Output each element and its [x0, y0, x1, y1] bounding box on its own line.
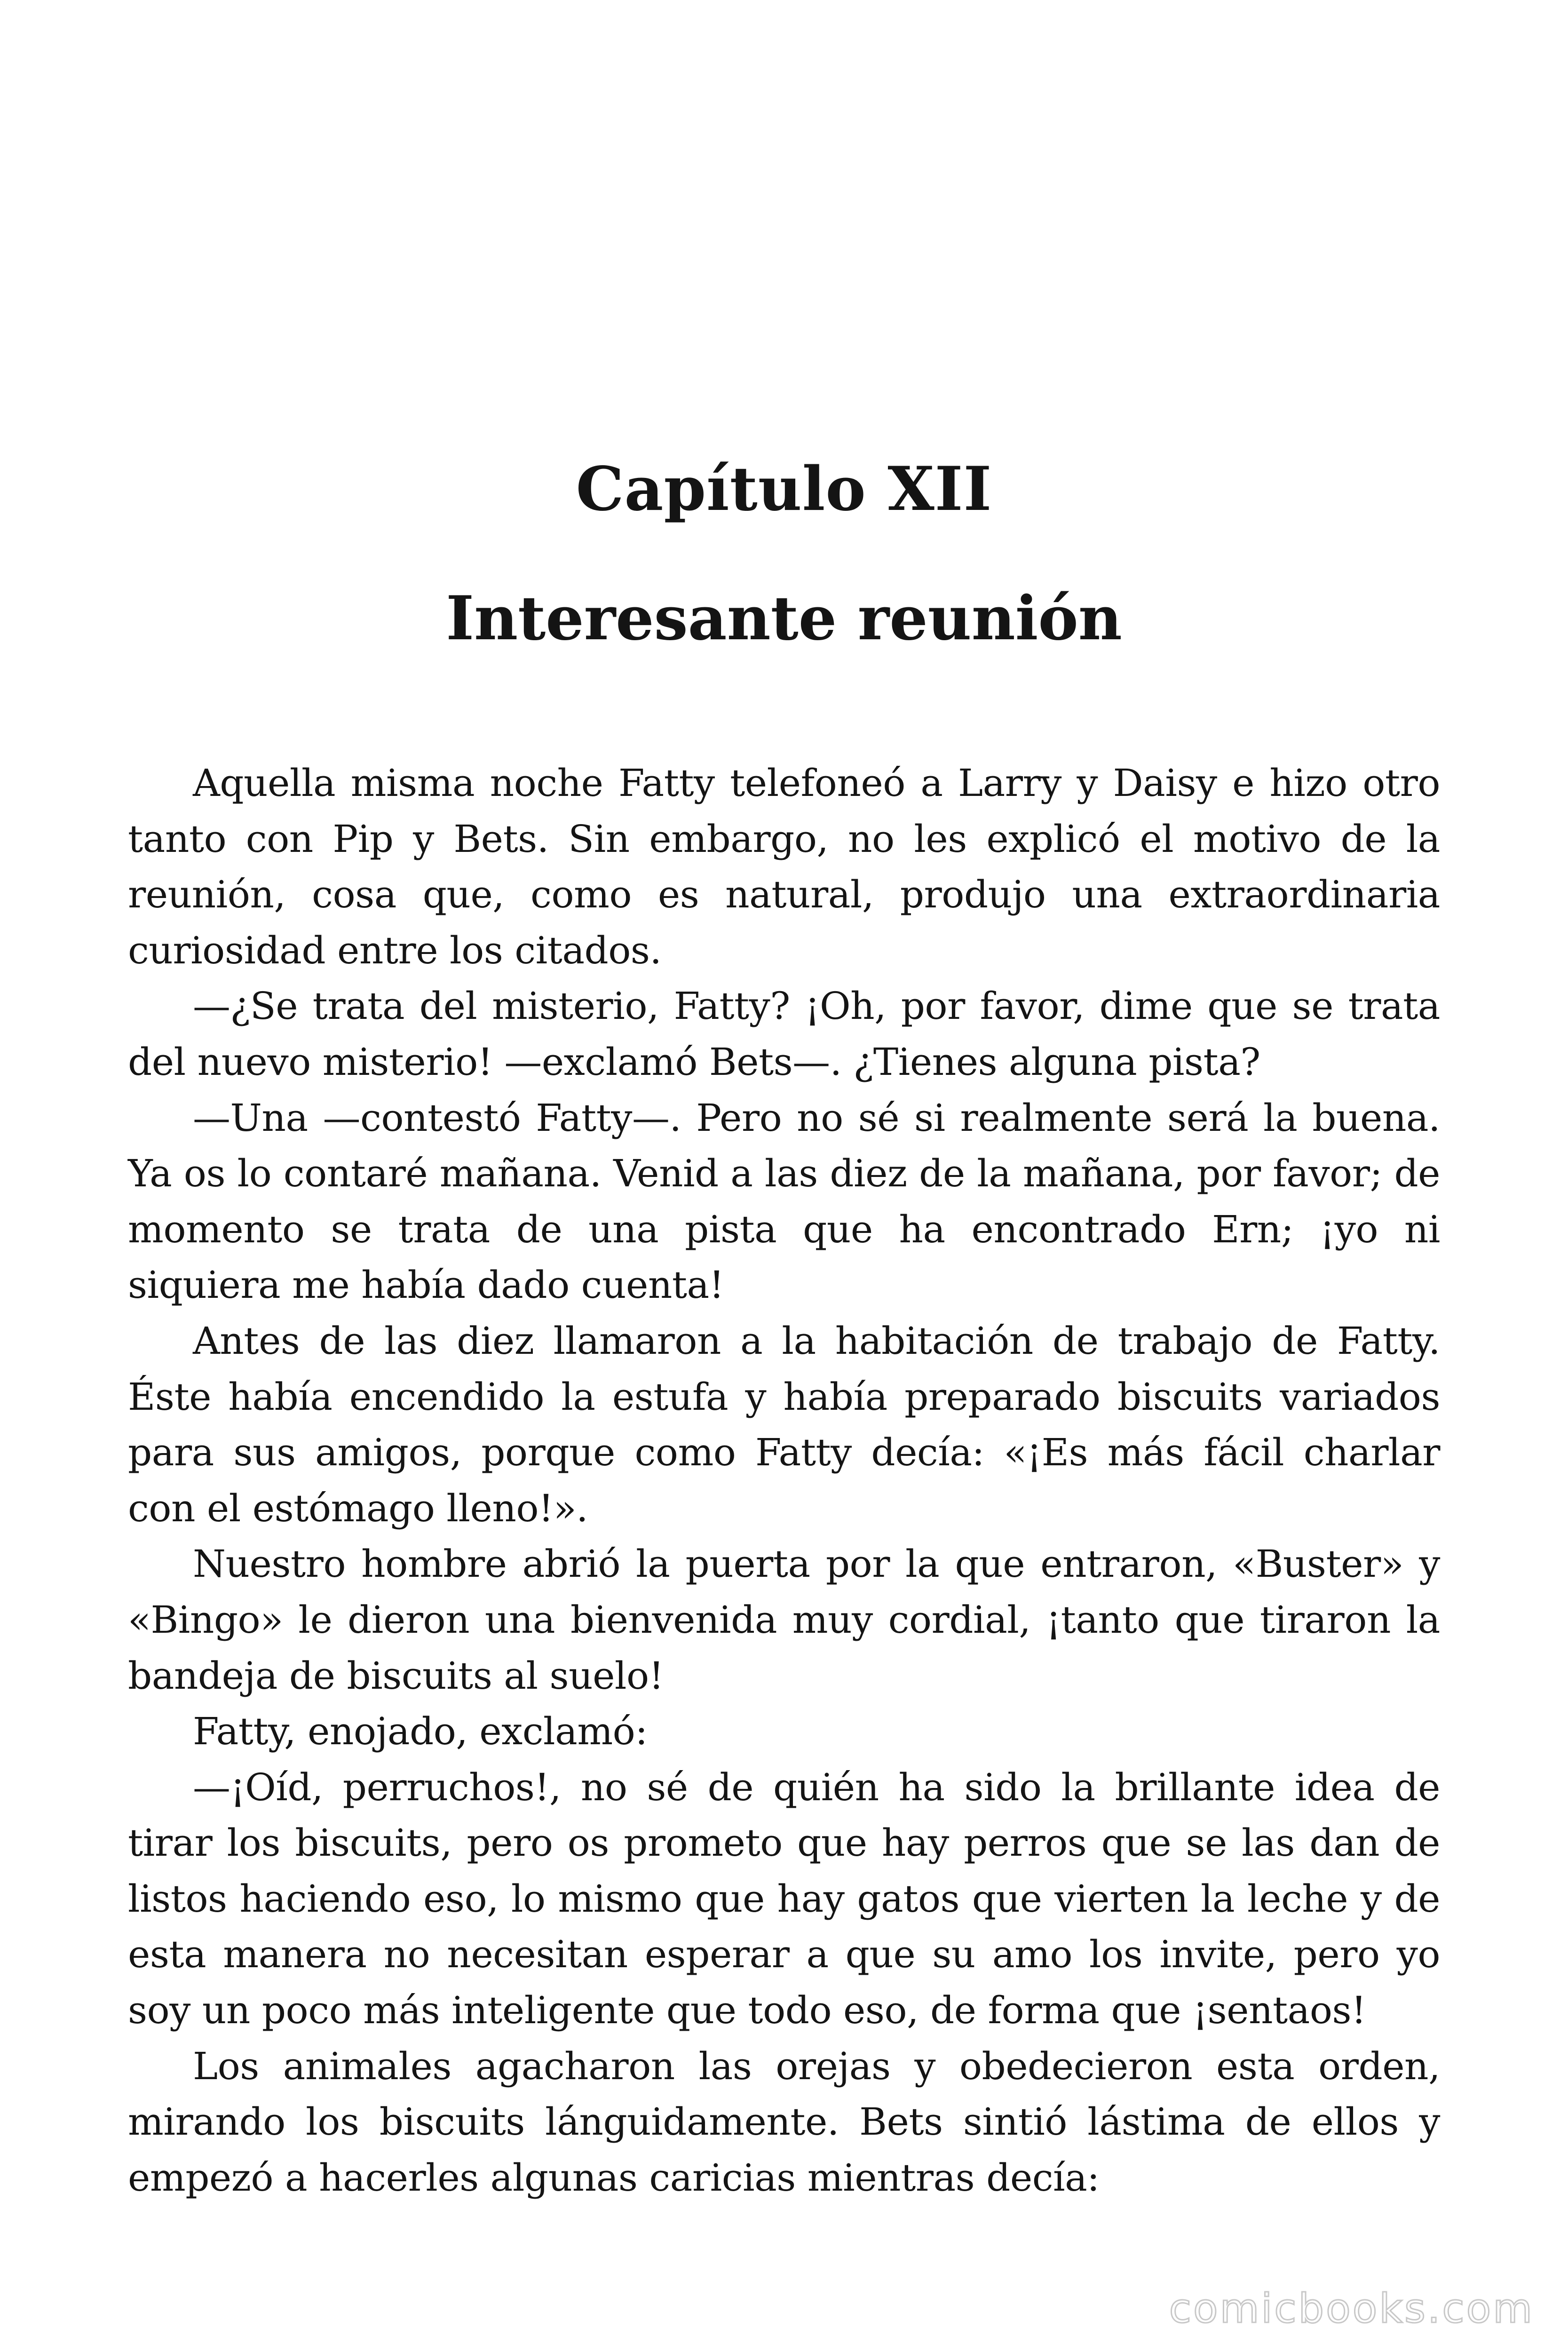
paragraph: Aquella misma noche Fatty telefoneó a Larry y Daisy e hizo otro tanto con Pip y Bets. Sin embargo, no les explicó el motivo de la reunión, cosa que, como es natural, produjo una extraordinaria curiosidad entre los citados. — [128, 761, 1440, 972]
chapter-title: Interesante reunión — [446, 583, 1122, 654]
paragraph: —¿Se trata del misterio, Fatty? ¡Oh, por favor, dime que se trata del nuevo misterio! —exclamó Bets—. ¿Tienes alguna pista? — [128, 984, 1440, 1084]
paragraph: Los animales agacharon las orejas y obedecieron esta orden, mirando los biscuits lánguidamente. Bets sintió lástima de ellos y empezó a hacerles algunas caricias mientras decía: — [128, 2044, 1440, 2200]
paragraph: Fatty, enojado, exclamó: — [193, 1709, 648, 1754]
paragraph: —Una —contestó Fatty—. Pero no sé si realmente será la buena. Ya os lo contaré mañana. Venid a las diez de la mañana, por favor; de momento se trata de una pista que ha encontrado Ern; ¡yo ni siquiera me había dado cuenta! — [128, 1096, 1440, 1307]
watermark: comicbooks.com — [1169, 2285, 1534, 2332]
chapter-body — [128, 755, 1440, 2206]
paragraph: —¡Oíd, perruchos!, no sé de quién ha sido la brillante idea de tirar los biscuits, pero os prometo que hay perros que se las dan de listos haciendo eso, lo mismo que hay gatos que vierten la leche y de esta manera no necesitan esperar a que su amo los invite, pero yo soy un poco más inteligente que todo eso, de forma que ¡sentaos! — [128, 1765, 1440, 2033]
paragraph: Antes de las diez llamaron a la habitación de trabajo de Fatty. Éste había encendido la estufa y había preparado biscuits variados para sus amigos, porque como Fatty decía: «¡Es más fácil charlar con el estómago lleno!». — [128, 1319, 1440, 1530]
paragraph: Nuestro hombre abrió la puerta por la que entraron, «Buster» y «Bingo» le dieron una bienvenida muy cordial, ¡tanto que tiraron la bandeja de biscuits al suelo! — [128, 1542, 1440, 1698]
chapter-number: Capítulo XII — [576, 454, 992, 524]
